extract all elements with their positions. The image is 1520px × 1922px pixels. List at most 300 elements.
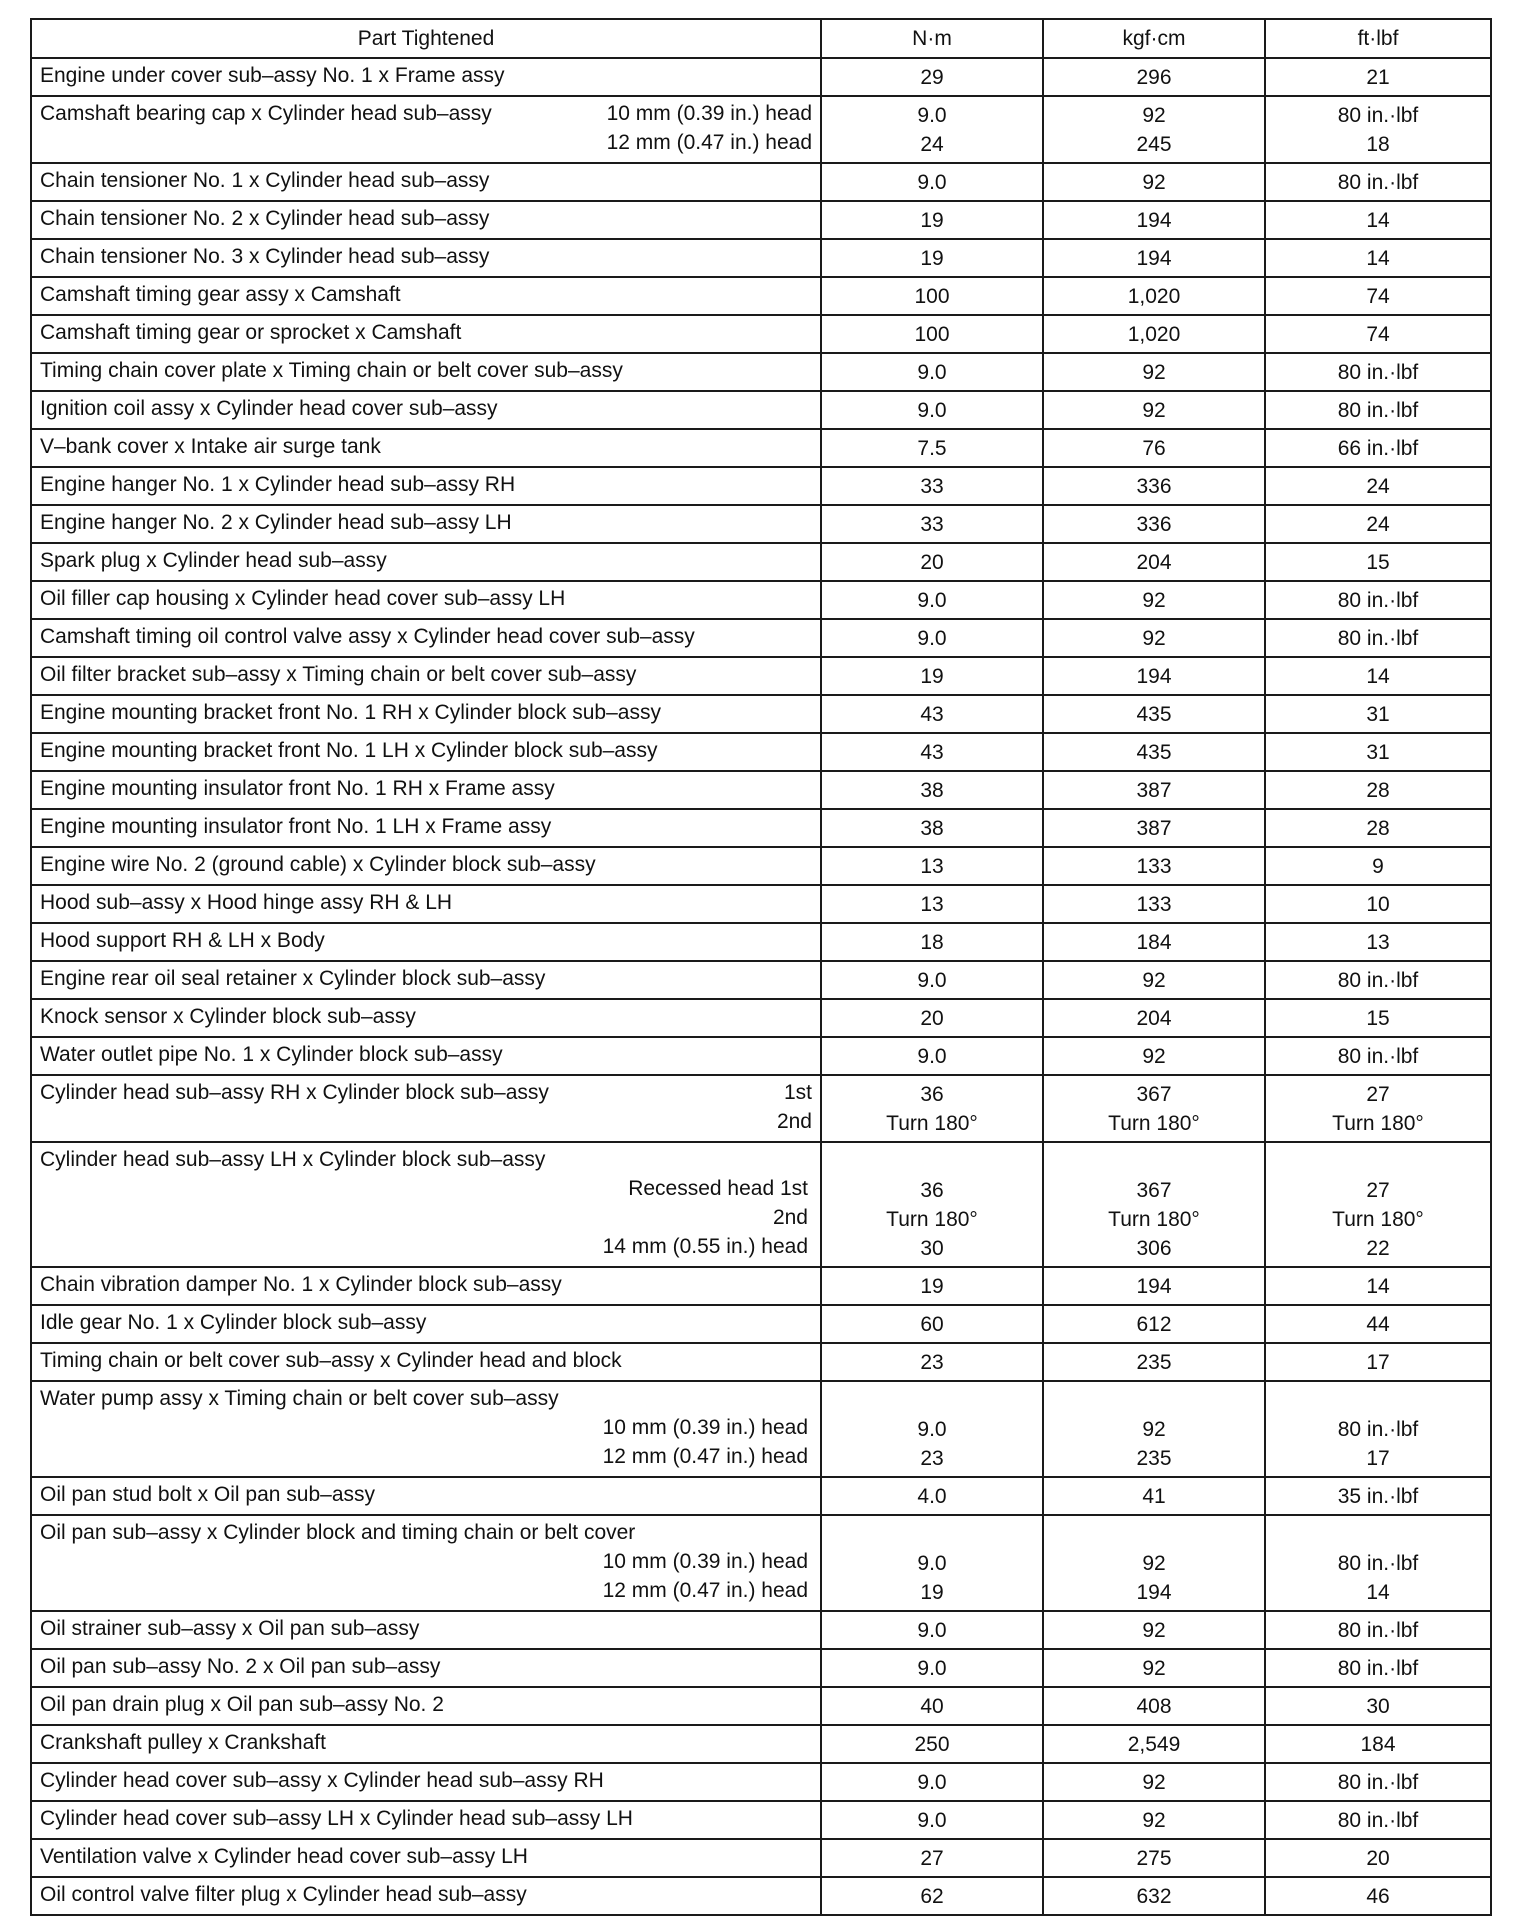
ft-lbf-cell <box>1265 1877 1491 1915</box>
ft-lbf-cell <box>1265 771 1491 809</box>
table-row <box>31 58 1491 96</box>
kgf-cm-cell <box>1043 923 1265 961</box>
value-line: 10 <box>1366 893 1390 916</box>
value-line: 62 <box>920 1885 944 1908</box>
value-line: 80 in.·lbf <box>1337 1045 1419 1068</box>
value-line: 74 <box>1366 285 1390 308</box>
part-name: Timing chain cover plate x Timing chain or belt cover sub–assy <box>40 359 623 382</box>
part-name: Oil pan stud bolt x Oil pan sub–assy <box>40 1483 376 1506</box>
part-cell <box>31 315 821 353</box>
value-line: 92 <box>1142 1809 1166 1832</box>
table-row <box>31 1343 1491 1381</box>
table-row <box>31 353 1491 391</box>
kgf-cm-cell <box>1043 1343 1265 1381</box>
ft-lbf-cell <box>1265 429 1491 467</box>
table-row <box>31 961 1491 999</box>
kgf-cm-cell <box>1043 1649 1265 1687</box>
value-line: 9.0 <box>917 1771 947 1794</box>
value-line: 24 <box>1366 513 1390 536</box>
value-line: 367 <box>1136 1083 1172 1106</box>
value-line: Turn 180° <box>886 1208 978 1231</box>
value-line: 15 <box>1366 1007 1390 1030</box>
table-row <box>31 1687 1491 1725</box>
part-cell <box>31 1075 821 1142</box>
ft-lbf-cell <box>1265 581 1491 619</box>
part-name: V–bank cover x Intake air surge tank <box>40 435 381 458</box>
value-line: 18 <box>1366 133 1390 156</box>
value-line: 92 <box>1142 1657 1166 1680</box>
ft-lbf-cell <box>1265 1763 1491 1801</box>
kgf-cm-cell <box>1043 315 1265 353</box>
value-line: 66 in.·lbf <box>1337 437 1419 460</box>
value-line: 245 <box>1136 133 1172 156</box>
nm-cell <box>821 1037 1043 1075</box>
kgf-cm-cell <box>1043 1037 1265 1075</box>
value-line: 387 <box>1136 817 1172 840</box>
part-name: Oil control valve filter plug x Cylinder head sub–assy <box>40 1883 527 1906</box>
kgf-cm-cell <box>1043 1839 1265 1877</box>
nm-cell <box>821 1515 1043 1611</box>
part-name: Ignition coil assy x Cylinder head cover sub–assy <box>40 397 498 420</box>
part-cell <box>31 163 821 201</box>
kgf-cm-cell <box>1043 58 1265 96</box>
value-line: 133 <box>1136 855 1172 878</box>
ft-lbf-cell <box>1265 391 1491 429</box>
value-line: 7.5 <box>917 437 947 460</box>
part-name: Chain tensioner No. 3 x Cylinder head sub–assy <box>40 245 490 268</box>
value-line <box>830 1147 1034 1176</box>
ft-lbf-cell <box>1265 239 1491 277</box>
value-line: 9.0 <box>917 1809 947 1832</box>
value-line: 9.0 <box>917 1657 947 1680</box>
value-line: 9.0 <box>917 1619 947 1642</box>
part-sub-label: 1st <box>783 1081 812 1104</box>
part-cell <box>31 657 821 695</box>
kgf-cm-cell <box>1043 1763 1265 1801</box>
ft-lbf-cell <box>1265 1037 1491 1075</box>
part-name: Spark plug x Cylinder head sub–assy <box>40 549 387 572</box>
value-line: 632 <box>1136 1885 1172 1908</box>
part-name: Timing chain or belt cover sub–assy x Cylinder head and block <box>40 1349 622 1372</box>
nm-cell <box>821 505 1043 543</box>
table-row <box>31 1877 1491 1915</box>
value-line <box>1052 1386 1256 1415</box>
value-line: 80 in.·lbf <box>1337 1552 1419 1575</box>
part-sub-label: 10 mm (0.39 in.) head <box>606 102 812 125</box>
value-line: 38 <box>920 817 944 840</box>
value-line: 43 <box>920 741 944 764</box>
value-line: 92 <box>1142 1552 1166 1575</box>
ft-lbf-cell <box>1265 1075 1491 1142</box>
nm-cell <box>821 96 1043 163</box>
value-line: 92 <box>1142 1619 1166 1642</box>
part-name: Oil filter bracket sub–assy x Timing chain or belt cover sub–assy <box>40 663 637 686</box>
part-name: Cylinder head sub–assy RH x Cylinder block sub–assy <box>40 1081 549 1104</box>
table-row <box>31 163 1491 201</box>
value-line: 80 in.·lbf <box>1337 104 1419 127</box>
kgf-cm-cell <box>1043 1611 1265 1649</box>
value-line: 100 <box>914 285 950 308</box>
nm-cell <box>821 1142 1043 1267</box>
part-cell <box>31 999 821 1037</box>
table-row <box>31 771 1491 809</box>
ft-lbf-cell <box>1265 999 1491 1037</box>
value-line: 92 <box>1142 589 1166 612</box>
header-nm: N·m <box>821 19 1043 58</box>
table-row <box>31 1839 1491 1877</box>
table-row <box>31 581 1491 619</box>
value-line: 275 <box>1136 1847 1172 1870</box>
table-row <box>31 1305 1491 1343</box>
value-line: 41 <box>1142 1485 1166 1508</box>
part-cell <box>31 1649 821 1687</box>
value-line: 435 <box>1136 741 1172 764</box>
ft-lbf-cell <box>1265 1611 1491 1649</box>
value-line: 17 <box>1366 1351 1390 1374</box>
ft-lbf-cell <box>1265 277 1491 315</box>
value-line: 29 <box>920 66 944 89</box>
ft-lbf-cell <box>1265 1515 1491 1611</box>
value-line: 9.0 <box>917 399 947 422</box>
part-name: Oil strainer sub–assy x Oil pan sub–assy <box>40 1617 420 1640</box>
value-line: 92 <box>1142 399 1166 422</box>
table-row <box>31 999 1491 1037</box>
value-line: 27 <box>1366 1179 1390 1202</box>
value-line: 31 <box>1366 741 1390 764</box>
nm-cell <box>821 657 1043 695</box>
value-line: 9.0 <box>917 361 947 384</box>
value-line: 250 <box>914 1733 950 1756</box>
nm-cell <box>821 201 1043 239</box>
value-line <box>1052 1147 1256 1176</box>
nm-cell <box>821 923 1043 961</box>
value-line: 1,020 <box>1127 285 1181 308</box>
header-part-tightened: Part Tightened <box>31 19 821 58</box>
nm-cell <box>821 1477 1043 1515</box>
nm-cell <box>821 543 1043 581</box>
nm-cell <box>821 1381 1043 1477</box>
value-line: 76 <box>1142 437 1166 460</box>
value-line: 235 <box>1136 1447 1172 1470</box>
part-cell <box>31 847 821 885</box>
part-name: Engine mounting bracket front No. 1 RH x Cylinder block sub–assy <box>40 701 661 724</box>
part-name: Oil pan sub–assy No. 2 x Oil pan sub–assy <box>40 1655 441 1678</box>
part-name: Engine mounting insulator front No. 1 RH x Frame assy <box>40 777 555 800</box>
table-row <box>31 1763 1491 1801</box>
part-name: Camshaft timing oil control valve assy x Cylinder head cover sub–assy <box>40 625 695 648</box>
kgf-cm-cell <box>1043 619 1265 657</box>
value-line: 367 <box>1136 1179 1172 1202</box>
kgf-cm-cell <box>1043 1725 1265 1763</box>
part-name: Hood support RH & LH x Body <box>40 929 325 952</box>
kgf-cm-cell <box>1043 1305 1265 1343</box>
table-row <box>31 1075 1491 1142</box>
table-row <box>31 467 1491 505</box>
value-line: 17 <box>1366 1447 1390 1470</box>
value-line: 13 <box>1366 931 1390 954</box>
value-line: 184 <box>1136 931 1172 954</box>
ft-lbf-cell <box>1265 315 1491 353</box>
table-row <box>31 315 1491 353</box>
value-line: 21 <box>1366 66 1390 89</box>
part-cell <box>31 58 821 96</box>
kgf-cm-cell <box>1043 1687 1265 1725</box>
table-row <box>31 809 1491 847</box>
part-cell <box>31 429 821 467</box>
part-cell <box>31 1477 821 1515</box>
part-name: Camshaft timing gear assy x Camshaft <box>40 283 401 306</box>
value-line: 60 <box>920 1313 944 1336</box>
nm-cell <box>821 695 1043 733</box>
ft-lbf-cell <box>1265 353 1491 391</box>
table-row <box>31 695 1491 733</box>
value-line: 33 <box>920 475 944 498</box>
kgf-cm-cell <box>1043 391 1265 429</box>
nm-cell <box>821 885 1043 923</box>
kgf-cm-cell <box>1043 733 1265 771</box>
part-name: Engine hanger No. 2 x Cylinder head sub–assy LH <box>40 511 512 534</box>
kgf-cm-cell <box>1043 999 1265 1037</box>
part-cell <box>31 581 821 619</box>
value-line: 43 <box>920 703 944 726</box>
table-row <box>31 923 1491 961</box>
nm-cell <box>821 1763 1043 1801</box>
value-line: 100 <box>914 323 950 346</box>
part-sub-label: 12 mm (0.47 in.) head <box>602 1445 808 1468</box>
ft-lbf-cell <box>1265 1801 1491 1839</box>
value-line: Turn 180° <box>1108 1208 1200 1231</box>
value-line: 14 <box>1366 247 1390 270</box>
ft-lbf-cell <box>1265 1142 1491 1267</box>
part-sub-label: 14 mm (0.55 in.) head <box>602 1235 808 1258</box>
nm-cell <box>821 1267 1043 1305</box>
table-row <box>31 543 1491 581</box>
table-row <box>31 1515 1491 1611</box>
value-line: 336 <box>1136 513 1172 536</box>
table-row <box>31 1267 1491 1305</box>
part-cell <box>31 239 821 277</box>
nm-cell <box>821 1343 1043 1381</box>
kgf-cm-cell <box>1043 1075 1265 1142</box>
ft-lbf-cell <box>1265 96 1491 163</box>
value-line: 9.0 <box>917 589 947 612</box>
nm-cell <box>821 1877 1043 1915</box>
nm-cell <box>821 239 1043 277</box>
table-row <box>31 239 1491 277</box>
torque-spec-table <box>30 18 1492 1916</box>
value-line: 9.0 <box>917 969 947 992</box>
ft-lbf-cell <box>1265 467 1491 505</box>
value-line: 19 <box>920 209 944 232</box>
value-line: 9.0 <box>917 104 947 127</box>
ft-lbf-cell <box>1265 619 1491 657</box>
value-line: 28 <box>1366 779 1390 802</box>
value-line: 92 <box>1142 969 1166 992</box>
part-sub-label: Recessed head 1st <box>628 1177 808 1200</box>
value-line: 31 <box>1366 703 1390 726</box>
value-line: 92 <box>1142 1418 1166 1441</box>
ft-lbf-cell <box>1265 847 1491 885</box>
ft-lbf-cell <box>1265 1839 1491 1877</box>
value-line: 92 <box>1142 1045 1166 1068</box>
part-name: Engine wire No. 2 (ground cable) x Cylinder block sub–assy <box>40 853 596 876</box>
value-line: 13 <box>920 855 944 878</box>
table-row <box>31 201 1491 239</box>
part-sub-label: 12 mm (0.47 in.) head <box>606 131 812 154</box>
value-line: 80 in.·lbf <box>1337 1809 1419 1832</box>
value-line: 23 <box>920 1447 944 1470</box>
value-line: 20 <box>920 1007 944 1030</box>
value-line: 13 <box>920 893 944 916</box>
value-line: 408 <box>1136 1695 1172 1718</box>
nm-cell <box>821 277 1043 315</box>
part-name: Water pump assy x Timing chain or belt cover sub–assy <box>40 1387 559 1410</box>
part-name: Cylinder head cover sub–assy LH x Cylinder head sub–assy LH <box>40 1807 633 1830</box>
ft-lbf-cell <box>1265 543 1491 581</box>
kgf-cm-cell <box>1043 353 1265 391</box>
kgf-cm-cell <box>1043 429 1265 467</box>
ft-lbf-cell <box>1265 809 1491 847</box>
value-line: 19 <box>920 1275 944 1298</box>
value-line <box>1274 1147 1482 1176</box>
part-name: Camshaft bearing cap x Cylinder head sub–assy <box>40 102 492 125</box>
kgf-cm-cell <box>1043 1477 1265 1515</box>
value-line: 387 <box>1136 779 1172 802</box>
nm-cell <box>821 733 1043 771</box>
nm-cell <box>821 1839 1043 1877</box>
kgf-cm-cell <box>1043 1801 1265 1839</box>
value-line: 306 <box>1136 1237 1172 1260</box>
part-name: Engine mounting bracket front No. 1 LH x Cylinder block sub–assy <box>40 739 658 762</box>
table-row <box>31 1477 1491 1515</box>
value-line: 15 <box>1366 551 1390 574</box>
part-name: Chain tensioner No. 1 x Cylinder head sub–assy <box>40 169 490 192</box>
nm-cell <box>821 467 1043 505</box>
ft-lbf-cell <box>1265 1305 1491 1343</box>
part-name: Oil pan sub–assy x Cylinder block and timing chain or belt cover <box>40 1521 636 1544</box>
part-sub-label: 10 mm (0.39 in.) head <box>602 1550 808 1573</box>
part-sub-label: 10 mm (0.39 in.) head <box>602 1416 808 1439</box>
value-line: 14 <box>1366 209 1390 232</box>
value-line: 19 <box>920 247 944 270</box>
part-cell <box>31 1801 821 1839</box>
value-line: 4.0 <box>917 1485 947 1508</box>
value-line: 2,549 <box>1127 1733 1181 1756</box>
nm-cell <box>821 1305 1043 1343</box>
value-line: 9 <box>1372 855 1384 878</box>
value-line: 24 <box>1366 475 1390 498</box>
value-line: 14 <box>1366 1581 1390 1604</box>
kgf-cm-cell <box>1043 1381 1265 1477</box>
ft-lbf-cell <box>1265 1381 1491 1477</box>
value-line: 194 <box>1136 665 1172 688</box>
value-line <box>830 1386 1034 1415</box>
part-name: Engine rear oil seal retainer x Cylinder block sub–assy <box>40 967 546 990</box>
kgf-cm-cell <box>1043 467 1265 505</box>
nm-cell <box>821 391 1043 429</box>
part-cell <box>31 1611 821 1649</box>
value-line: 27 <box>1366 1083 1390 1106</box>
value-line: 9.0 <box>917 171 947 194</box>
part-name: Engine mounting insulator front No. 1 LH x Frame assy <box>40 815 552 838</box>
kgf-cm-cell <box>1043 885 1265 923</box>
value-line: 14 <box>1366 1275 1390 1298</box>
nm-cell <box>821 1687 1043 1725</box>
value-line: 20 <box>1366 1847 1390 1870</box>
kgf-cm-cell <box>1043 847 1265 885</box>
nm-cell <box>821 809 1043 847</box>
ft-lbf-cell <box>1265 695 1491 733</box>
ft-lbf-cell <box>1265 201 1491 239</box>
value-line: 30 <box>920 1237 944 1260</box>
part-name: Crankshaft pulley x Crankshaft <box>40 1731 326 1754</box>
value-line: 46 <box>1366 1885 1390 1908</box>
value-line: 30 <box>1366 1695 1390 1718</box>
value-line: 9.0 <box>917 627 947 650</box>
value-line: 80 in.·lbf <box>1337 399 1419 422</box>
value-line: 23 <box>920 1351 944 1374</box>
part-name: Chain tensioner No. 2 x Cylinder head sub–assy <box>40 207 490 230</box>
value-line: 204 <box>1136 1007 1172 1030</box>
part-cell <box>31 809 821 847</box>
part-cell <box>31 1305 821 1343</box>
part-cell <box>31 1142 821 1267</box>
part-cell <box>31 96 821 163</box>
value-line: Turn 180° <box>886 1112 978 1135</box>
table-row <box>31 657 1491 695</box>
nm-cell <box>821 619 1043 657</box>
part-sub-label: 2nd <box>772 1206 808 1229</box>
nm-cell <box>821 429 1043 467</box>
kgf-cm-cell <box>1043 695 1265 733</box>
ft-lbf-cell <box>1265 885 1491 923</box>
table-body <box>31 58 1491 1915</box>
table-row <box>31 1611 1491 1649</box>
part-name: Water outlet pipe No. 1 x Cylinder block sub–assy <box>40 1043 503 1066</box>
value-line: 36 <box>920 1179 944 1202</box>
kgf-cm-cell <box>1043 505 1265 543</box>
value-line: 80 in.·lbf <box>1337 1657 1419 1680</box>
part-cell <box>31 1267 821 1305</box>
ft-lbf-cell <box>1265 1649 1491 1687</box>
table-row <box>31 1381 1491 1477</box>
table-row <box>31 505 1491 543</box>
part-name: Camshaft timing gear or sprocket x Camshaft <box>40 321 462 344</box>
kgf-cm-cell <box>1043 657 1265 695</box>
value-line: 35 in.·lbf <box>1337 1485 1419 1508</box>
value-line: 80 in.·lbf <box>1337 1771 1419 1794</box>
ft-lbf-cell <box>1265 657 1491 695</box>
value-line: 9.0 <box>917 1045 947 1068</box>
value-line: 44 <box>1366 1313 1390 1336</box>
table-row <box>31 277 1491 315</box>
part-cell <box>31 353 821 391</box>
value-line: 18 <box>920 931 944 954</box>
part-cell <box>31 695 821 733</box>
ft-lbf-cell <box>1265 733 1491 771</box>
value-line: 194 <box>1136 209 1172 232</box>
value-line: 80 in.·lbf <box>1337 969 1419 992</box>
part-cell <box>31 467 821 505</box>
value-line: Turn 180° <box>1332 1208 1424 1231</box>
value-line: 612 <box>1136 1313 1172 1336</box>
part-name: Hood sub–assy x Hood hinge assy RH & LH <box>40 891 453 914</box>
part-name: Knock sensor x Cylinder block sub–assy <box>40 1005 416 1028</box>
part-cell <box>31 1515 821 1611</box>
part-name: Cylinder head cover sub–assy x Cylinder head sub–assy RH <box>40 1769 604 1792</box>
value-line: 92 <box>1142 171 1166 194</box>
kgf-cm-cell <box>1043 201 1265 239</box>
